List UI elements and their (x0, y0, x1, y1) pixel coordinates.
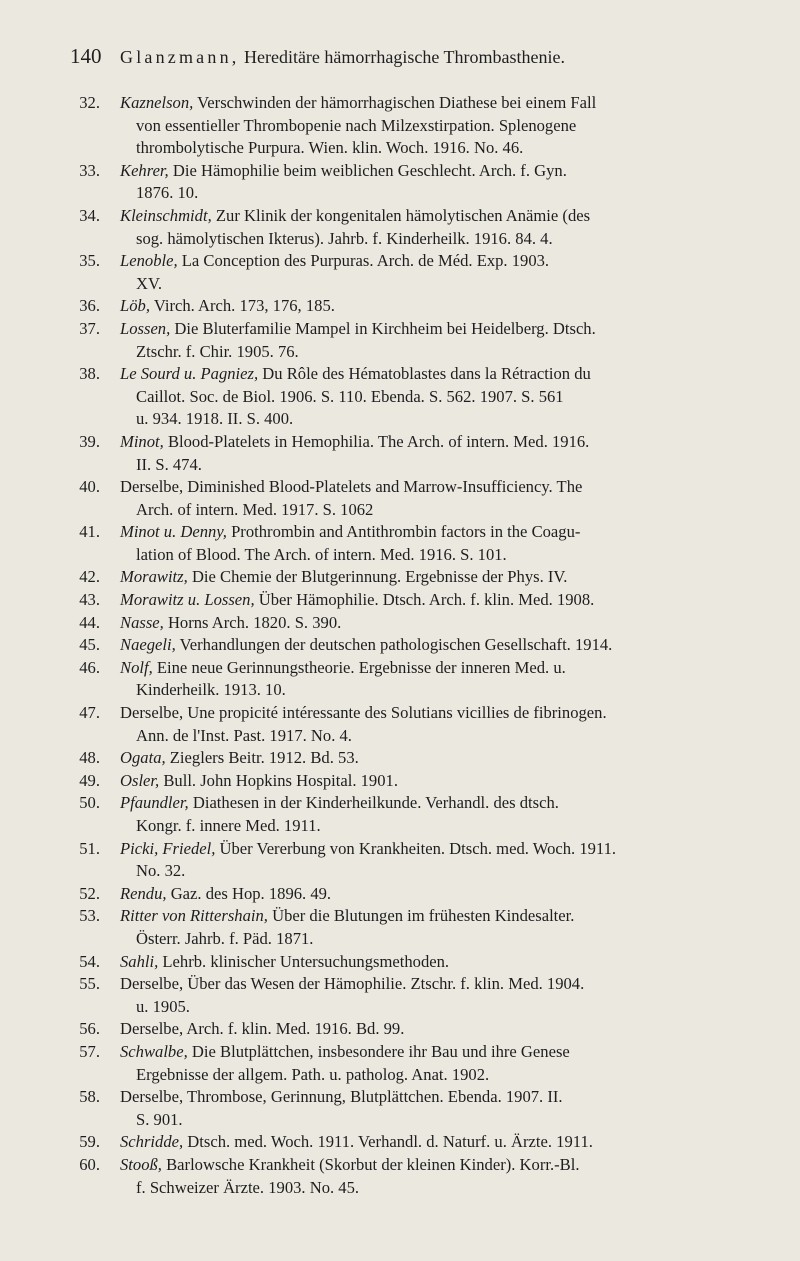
header-author: Glanzmann, (120, 47, 240, 67)
reference-line (120, 92, 720, 115)
reference-author: Ogata, (120, 748, 166, 768)
reference-author: Stooß, (120, 1154, 162, 1174)
reference-number: 41. (79, 522, 100, 542)
reference-author: Naegeli, (120, 635, 176, 655)
reference-number: 43. (79, 590, 100, 610)
reference-author: Löb, (120, 296, 150, 316)
reference-number: 46. (79, 657, 100, 677)
reference-line (120, 973, 720, 996)
reference-number: 47. (79, 703, 100, 723)
reference-text: Dtsch. med. Woch. 1911. Verhandl. d. Naturf. u. Ärzte. 1911. (187, 1132, 593, 1152)
reference-line (120, 747, 720, 770)
reference-item (70, 1154, 720, 1199)
reference-line (120, 725, 720, 748)
reference-line (120, 318, 720, 341)
reference-line (120, 928, 720, 951)
reference-author: Morawitz u. Lossen, (120, 590, 255, 610)
reference-line (120, 182, 720, 205)
reference-text: Horns Arch. 1820. S. 390. (167, 612, 342, 632)
reference-line (120, 996, 720, 1019)
reference-author: Kehrer, (120, 160, 169, 180)
reference-text: lation of Blood. The Arch. of intern. Med. 1916. S. 101. (136, 544, 507, 564)
reference-line (120, 521, 720, 544)
reference-text: Die Chemie der Blutgerinnung. Ergebnisse der Phys. IV. (191, 567, 568, 587)
reference-number: 56. (79, 1019, 100, 1039)
reference-line (120, 1177, 720, 1200)
reference-line (120, 815, 720, 838)
reference-number: 54. (79, 951, 100, 971)
reference-line (120, 273, 720, 296)
reference-text: f. Schweizer Ärzte. 1903. No. 45. (136, 1177, 360, 1197)
reference-author: Minot, (120, 431, 164, 451)
reference-author: Osler, (120, 770, 160, 790)
reference-text: von essentieller Thrombopenie nach Milzexstirpation. Splenogene (136, 115, 577, 135)
reference-author: Lossen, (120, 318, 171, 338)
reference-author: Pfaundler, (120, 793, 189, 813)
reference-text: Derselbe, Thrombose, Gerinnung, Blutplättchen. Ebenda. 1907. II. (120, 1087, 563, 1107)
reference-text: Caillot. Soc. de Biol. 1906. S. 110. Ebenda. S. 562. 1907. S. 561 (136, 386, 564, 406)
reference-text: Du Rôle des Hématoblastes dans la Rétraction du (262, 364, 591, 384)
reference-text: Bull. John Hopkins Hospital. 1901. (163, 770, 398, 790)
reference-item (70, 905, 720, 950)
reference-text: Arch. of intern. Med. 1917. S. 1062 (136, 499, 374, 519)
reference-line (120, 612, 720, 635)
reference-item (70, 363, 720, 431)
reference-item (70, 747, 720, 770)
reference-line (120, 476, 720, 499)
reference-line (120, 1041, 720, 1064)
reference-text: No. 32. (136, 861, 186, 881)
reference-line (120, 386, 720, 409)
reference-item (70, 205, 720, 250)
reference-line (120, 1109, 720, 1132)
reference-line (120, 883, 720, 906)
reference-text: Über Hämophilie. Dtsch. Arch. f. klin. Med. 1908. (258, 590, 595, 610)
reference-line (120, 408, 720, 431)
reference-number: 50. (79, 793, 100, 813)
reference-line (120, 634, 720, 657)
reference-text: Lehrb. klinischer Untersuchungsmethoden. (162, 951, 450, 971)
reference-author: Picki, Friedel, (120, 838, 216, 858)
reference-number: 38. (79, 364, 100, 384)
reference-text: 1876. 10. (136, 183, 199, 203)
reference-number: 51. (79, 838, 100, 858)
reference-text: Kongr. f. innere Med. 1911. (136, 816, 321, 835)
reference-text: thrombolytische Purpura. Wien. klin. Woch. 1916. No. 46. (136, 138, 524, 158)
reference-author: Kaznelson, (120, 93, 194, 112)
reference-text: u. 1905. (136, 996, 190, 1016)
reference-item (70, 951, 720, 974)
reference-author: Morawitz, (120, 567, 188, 587)
reference-line (120, 1064, 720, 1087)
reference-item (70, 589, 720, 612)
reference-author: Ritter von Rittershain, (120, 906, 268, 926)
reference-item (70, 566, 720, 589)
reference-item (70, 521, 720, 566)
reference-line (120, 1131, 720, 1154)
header-title: Hereditäre hämorrhagische Thrombasthenie. (243, 47, 566, 67)
reference-number: 40. (79, 477, 100, 497)
reference-line (120, 860, 720, 883)
reference-text: Ann. de l'Inst. Past. 1917. No. 4. (136, 725, 352, 745)
reference-line (120, 770, 720, 793)
reference-text: XV. (136, 273, 162, 293)
reference-line (120, 792, 720, 815)
reference-number: 49. (79, 770, 100, 790)
reference-line (120, 454, 720, 477)
reference-number: 37. (79, 318, 100, 338)
reference-text: Derselbe, Arch. f. klin. Med. 1916. Bd. 99. (120, 1019, 405, 1039)
reference-item (70, 295, 720, 318)
reference-line (120, 702, 720, 725)
reference-line (120, 295, 720, 318)
reference-line (120, 589, 720, 612)
reference-text: Blood-Platelets in Hemophilia. The Arch. of intern. Med. 1916. (167, 431, 590, 451)
reference-text: La Conception des Purpuras. Arch. de Méd. Exp. 1903. (181, 251, 550, 271)
reference-text: Eine neue Gerinnungstheorie. Ergebnisse der inneren Med. u. (156, 657, 566, 677)
reference-item (70, 92, 720, 160)
reference-author: Minot u. Denny, (120, 522, 227, 542)
reference-line (120, 250, 720, 273)
reference-item (70, 792, 720, 837)
reference-item (70, 1131, 720, 1154)
reference-line (120, 1154, 720, 1177)
reference-item (70, 838, 720, 883)
reference-number: 45. (79, 635, 100, 655)
reference-text: Derselbe, Une propicité intéressante des Solutians vicillies de fibrinogen. (120, 703, 607, 723)
reference-line (120, 341, 720, 364)
reference-line (120, 431, 720, 454)
reference-text: u. 934. 1918. II. S. 400. (136, 409, 294, 429)
reference-text: Derselbe, Über das Wesen der Hämophilie. Ztschr. f. klin. Med. 1904. (120, 974, 585, 994)
reference-number: 53. (79, 906, 100, 926)
reference-line (120, 679, 720, 702)
reference-author: Le Sourd u. Pagniez, (120, 364, 259, 384)
reference-item (70, 1041, 720, 1086)
reference-text: II. S. 474. (136, 454, 202, 474)
reference-author: Rendu, (120, 883, 167, 903)
reference-line (120, 115, 720, 138)
reference-author: Lenoble, (120, 251, 178, 271)
reference-item (70, 431, 720, 476)
reference-number: 32. (79, 93, 100, 112)
reference-number: 59. (79, 1132, 100, 1152)
reference-text: S. 901. (136, 1109, 183, 1129)
reference-item (70, 160, 720, 205)
reference-number: 52. (79, 883, 100, 903)
reference-line (120, 363, 720, 386)
reference-text: Über die Blutungen im frühesten Kindesalter. (272, 906, 575, 926)
reference-item (70, 770, 720, 793)
reference-author: Kleinschmidt, (120, 205, 212, 225)
reference-item (70, 883, 720, 906)
reference-author: Schridde, (120, 1132, 184, 1152)
reference-number: 34. (79, 205, 100, 225)
reference-line (120, 228, 720, 251)
reference-line (120, 566, 720, 589)
reference-number: 55. (79, 974, 100, 994)
reference-text: Derselbe, Diminished Blood-Platelets and Marrow-Insufficiency. The (120, 477, 583, 497)
reference-line (120, 905, 720, 928)
reference-text: Verhandlungen der deutschen pathologischen Gesellschaft. 1914. (179, 635, 613, 655)
reference-item (70, 250, 720, 295)
reference-line (120, 657, 720, 680)
reference-author: Sahli, (120, 951, 159, 971)
reference-text: Zur Klinik der kongenitalen hämolytischen Anämie (des (215, 205, 591, 225)
reference-item (70, 1018, 720, 1041)
reference-item (70, 612, 720, 635)
reference-author: Nasse, (120, 612, 164, 632)
reference-number: 36. (79, 296, 100, 316)
reference-number: 60. (79, 1154, 100, 1174)
reference-number: 57. (79, 1041, 100, 1061)
reference-author: Schwalbe, (120, 1041, 188, 1061)
reference-item (70, 657, 720, 702)
reference-text: Prothrombin and Antithrombin factors in the Coagu- (231, 522, 581, 542)
reference-line (120, 205, 720, 228)
reference-line (120, 1018, 720, 1041)
reference-item (70, 973, 720, 1018)
reference-item (70, 476, 720, 521)
reference-line (120, 160, 720, 183)
reference-line (120, 499, 720, 522)
reference-item (70, 1086, 720, 1131)
reference-number: 42. (79, 567, 100, 587)
reference-line (120, 838, 720, 861)
reference-text: Die Hämophilie beim weiblichen Geschlecht. Arch. f. Gyn. (172, 160, 567, 180)
reference-number: 35. (79, 251, 100, 271)
reference-line (120, 1086, 720, 1109)
reference-number: 48. (79, 748, 100, 768)
page-number: 140 (70, 44, 102, 68)
reference-number: 33. (79, 160, 100, 180)
reference-text: Über Vererbung von Krankheiten. Dtsch. med. Woch. 1911. (219, 838, 617, 858)
reference-text: Die Blutplättchen, insbesondere ihr Bau und ihre Genese (191, 1041, 570, 1061)
reference-text: Ztschr. f. Chir. 1905. 76. (136, 341, 299, 361)
reference-text: Barlowsche Krankheit (Skorbut der kleinen Kinder). Korr.-Bl. (166, 1154, 580, 1174)
reference-text: Die Bluterfamilie Mampel in Kirchheim bei Heidelberg. Dtsch. (174, 318, 596, 338)
reference-line (120, 951, 720, 974)
reference-text: Ergebnisse der allgem. Path. u. patholog. Anat. 1902. (136, 1064, 490, 1084)
reference-line (120, 137, 720, 160)
reference-author: Nolf, (120, 657, 153, 677)
running-header (70, 44, 770, 69)
reference-text: Kinderheilk. 1913. 10. (136, 680, 286, 700)
reference-number: 44. (79, 612, 100, 632)
reference-item (70, 318, 720, 363)
reference-text: Österr. Jahrb. f. Päd. 1871. (136, 928, 314, 948)
reference-text: Verschwinden der hämorrhagischen Diathese bei einem Fall (197, 93, 597, 112)
reference-number: 39. (79, 431, 100, 451)
reference-text: Diathesen in der Kinderheilkunde. Verhandl. des dtsch. (192, 793, 559, 813)
reference-text: sog. hämolytischen Ikterus). Jahrb. f. Kinderheilk. 1916. 84. 4. (136, 228, 553, 248)
reference-number: 58. (79, 1087, 100, 1107)
reference-text: Zieglers Beitr. 1912. Bd. 53. (169, 748, 359, 768)
reference-item (70, 634, 720, 657)
reference-list (70, 92, 720, 1199)
reference-text: Gaz. des Hop. 1896. 49. (170, 883, 332, 903)
reference-text: Virch. Arch. 173, 176, 185. (153, 296, 335, 316)
reference-line (120, 544, 720, 567)
reference-item (70, 702, 720, 747)
